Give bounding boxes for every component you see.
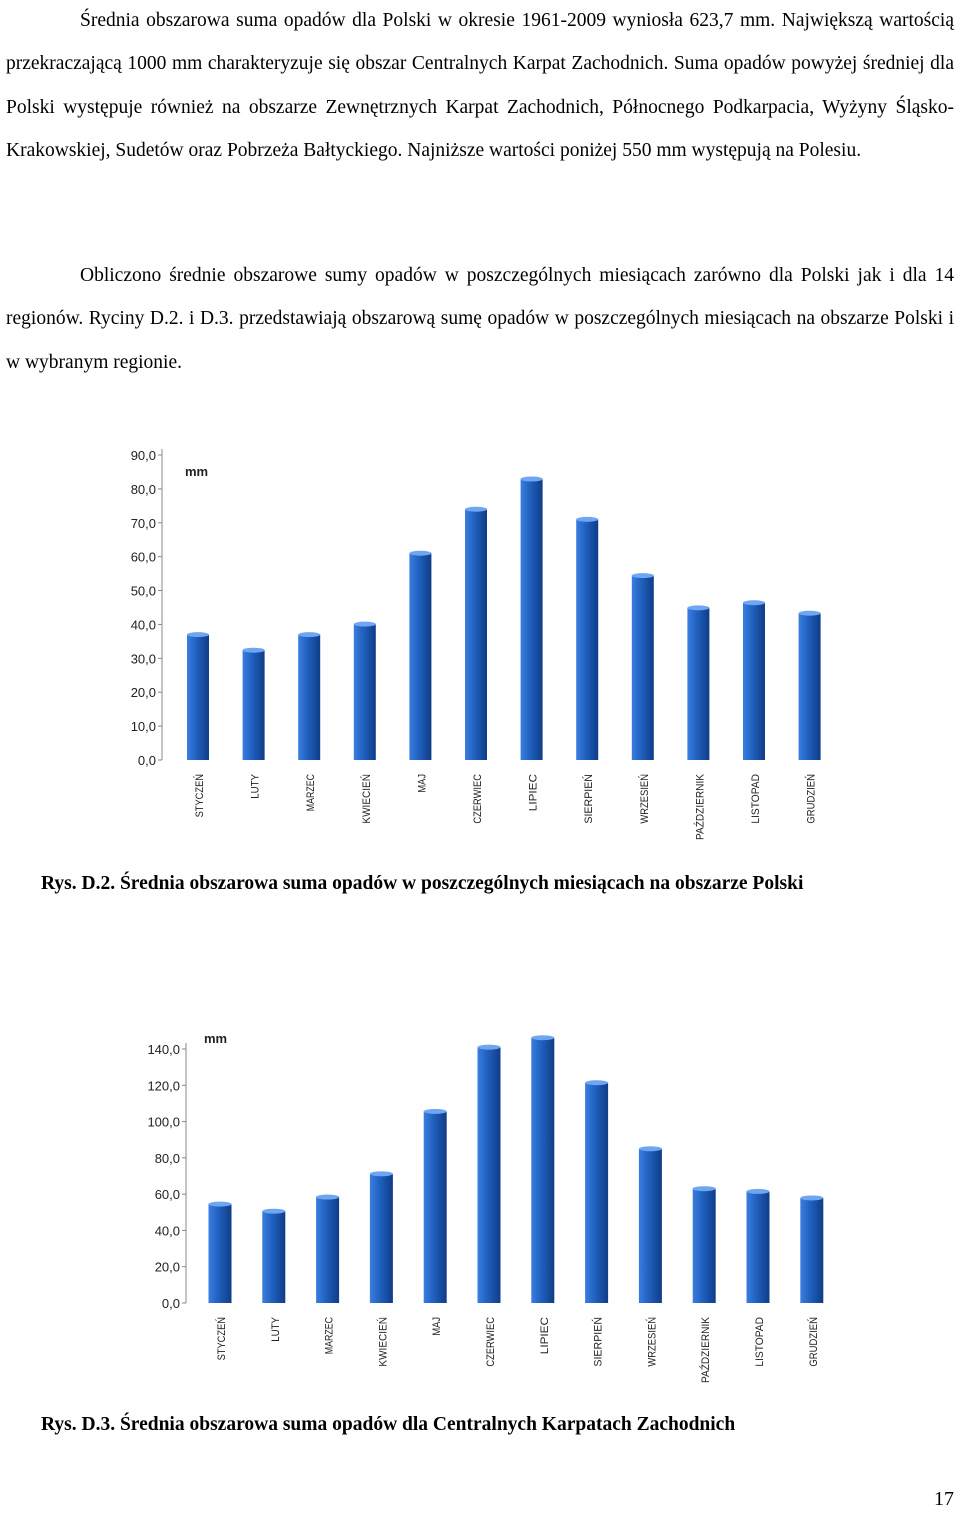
x-tick-label: WRZESIEŃ: [638, 765, 651, 824]
bar-top: [478, 1045, 501, 1050]
bar-top: [187, 632, 209, 637]
x-tick-label: PAŹDZIERNIK: [700, 1311, 713, 1383]
bar-top: [316, 1195, 339, 1200]
x-tick-label: KWIECIEŃ: [377, 1312, 390, 1367]
figure-caption-d2: Rys. D.2. Średnia obszarowa suma opadów w poszczególnych miesiącach na obszarze Polski: [41, 873, 804, 894]
y-tick-label: 90,0: [130, 448, 156, 463]
bar-top: [209, 1202, 232, 1207]
bar: [521, 479, 543, 760]
bar: [316, 1197, 339, 1303]
bar: [693, 1189, 716, 1303]
y-tick-label: 60,0: [154, 1187, 180, 1203]
bar: [243, 650, 265, 760]
y-tick-label: 120,0: [147, 1078, 180, 1094]
bar: [298, 635, 320, 760]
figure-caption-d3: Rys. D.3. Średnia obszarowa suma opadów dla Centralnych Karpatach Zachodnich: [41, 1414, 736, 1435]
paragraph-1: Średnia obszarowa suma opadów dla Polski w okresie 1961-2009 wyniosła 623,7 mm. Największą wartością przekraczającą 1000 mm charakteryzuje się obszar Centralnych Karpat Zachodnich. Suma opadów powyżej średniej dla Polski występuje również na obszarze Zewnętrznych Karpat Zachodnich, Północnego Podkarpacia, Wyżyny Śląsko-Krakowskiej, Sudetów oraz Pobrzeża Bałtyckiego. Najniższe wartości poniżej 550 mm występują na Polesiu.: [6, 10, 954, 162]
bar-top: [639, 1146, 662, 1151]
bar: [354, 624, 376, 760]
bar-top: [298, 632, 320, 637]
x-tick-label: MAJ: [416, 770, 429, 793]
page-number: 17: [934, 1488, 954, 1510]
bar-top: [687, 605, 709, 610]
bar: [576, 519, 598, 760]
bar: [747, 1191, 770, 1303]
bar-top: [465, 507, 487, 512]
x-tick-label: MAJ: [431, 1313, 444, 1336]
x-tick-label: MARZEC: [305, 764, 318, 812]
y-tick-label: 0,0: [137, 753, 156, 768]
y-tick-label: 0,0: [161, 1296, 180, 1311]
bar: [531, 1038, 554, 1303]
bar: [632, 576, 654, 760]
bar-top: [799, 611, 821, 616]
x-tick-label: KWIECIEŃ: [360, 769, 373, 824]
bar-top: [370, 1171, 393, 1176]
bar: [743, 603, 765, 760]
x-tick-label: WRZESIEŃ: [646, 1308, 659, 1367]
bar-top: [747, 1189, 770, 1194]
y-tick-label: 30,0: [130, 651, 156, 667]
bar-top: [424, 1109, 447, 1114]
bar-top: [576, 517, 598, 522]
x-tick-label: MARZEC: [323, 1307, 336, 1355]
bar: [209, 1204, 232, 1303]
bar: [424, 1111, 447, 1303]
bar: [799, 613, 821, 760]
x-tick-label: SIERPIEŃ: [592, 1315, 605, 1367]
x-tick-label: STYCZEŃ: [216, 1309, 228, 1361]
x-tick-label: LISTOPAD: [750, 770, 762, 824]
unit-label: mm: [204, 1031, 228, 1046]
bar-top: [243, 648, 265, 653]
bar-top: [800, 1195, 823, 1200]
x-tick-label: LIPIEC: [527, 776, 540, 812]
bar: [262, 1211, 285, 1303]
y-tick-label: 100,0: [147, 1114, 180, 1130]
y-tick-label: 80,0: [154, 1150, 180, 1166]
x-tick-label: LISTOPAD: [754, 1313, 766, 1367]
x-tick-label: GRUDZIEŃ: [807, 1309, 820, 1367]
paragraph-2: Obliczono średnie obszarowe sumy opadów w poszczególnych miesiącach zarówno dla Polski jak i dla 14 regionów. Ryciny D.2. i D.3. przedstawiają obszarową sumę opadów w poszczególnych miesiącach na obszarze Polski i w wybranym regionie.: [6, 265, 954, 373]
y-tick-label: 140,0: [147, 1042, 180, 1057]
y-tick-label: 40,0: [130, 617, 156, 633]
bar: [465, 509, 487, 760]
x-tick-label: GRUDZIEŃ: [805, 766, 818, 824]
bar: [639, 1149, 662, 1303]
bar-top: [531, 1035, 554, 1040]
bar: [478, 1047, 501, 1303]
bar-top: [354, 622, 376, 627]
y-tick-label: 50,0: [130, 583, 156, 599]
unit-label: mm: [185, 464, 209, 479]
x-tick-label: STYCZEŃ: [194, 766, 206, 818]
bar: [370, 1174, 393, 1303]
bar-top: [693, 1186, 716, 1191]
bar: [800, 1198, 823, 1303]
y-tick-label: 40,0: [154, 1223, 180, 1239]
bar-top: [743, 600, 765, 605]
bar-top: [632, 573, 654, 578]
y-tick-label: 70,0: [130, 515, 156, 531]
bar-top: [409, 551, 431, 556]
y-tick-label: 60,0: [130, 549, 156, 565]
x-tick-label: CZERWIEC: [485, 1308, 497, 1367]
x-tick-label: LUTY: [249, 770, 262, 799]
y-tick-label: 20,0: [154, 1259, 180, 1275]
bar-top: [521, 477, 543, 482]
bar: [187, 635, 209, 760]
y-tick-label: 10,0: [130, 719, 156, 735]
bar-top: [262, 1209, 285, 1214]
x-tick-label: LUTY: [269, 1313, 282, 1342]
x-tick-label: SIERPIEŃ: [583, 772, 596, 824]
bar: [585, 1083, 608, 1303]
x-tick-label: LIPIEC: [538, 1319, 551, 1355]
bar: [409, 553, 431, 760]
y-tick-label: 20,0: [130, 685, 156, 701]
chart-poland-monthly-precipitation: [0, 432, 960, 842]
x-tick-label: PAŹDZIERNIK: [694, 768, 707, 840]
bar-top: [585, 1080, 608, 1085]
chart-central-western-carpathians-precipitation: [0, 1018, 960, 1398]
x-tick-label: CZERWIEC: [472, 765, 484, 824]
bar: [687, 608, 709, 760]
y-tick-label: 80,0: [130, 481, 156, 497]
